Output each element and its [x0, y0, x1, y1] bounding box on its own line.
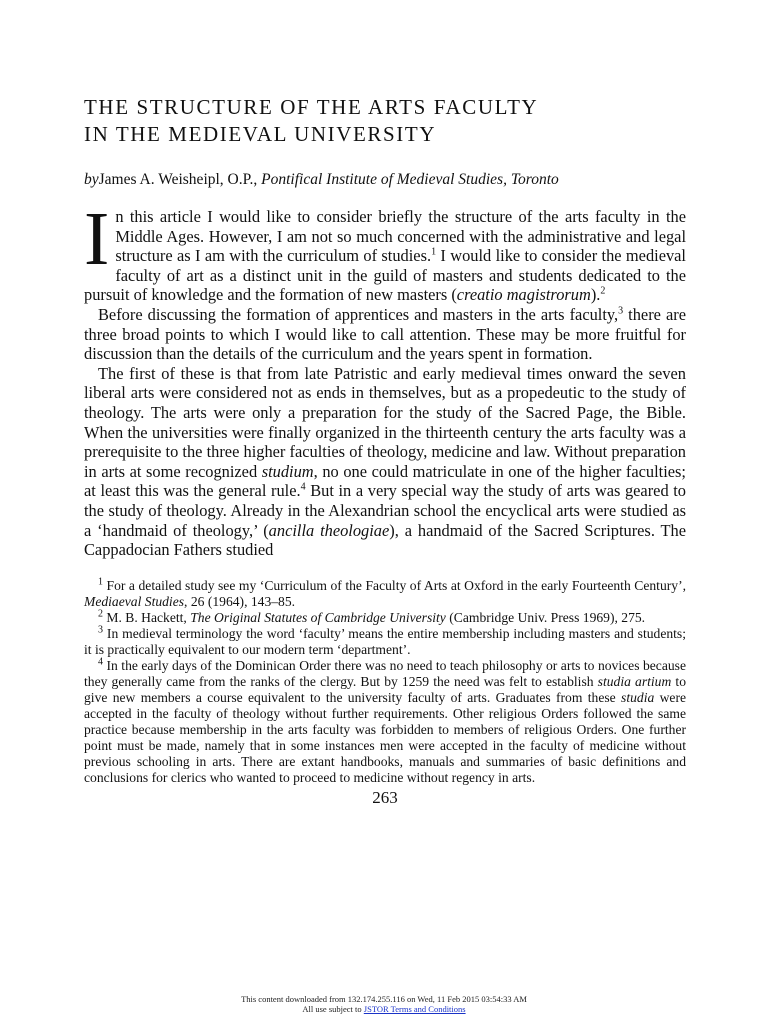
p2-text-a: Before discussing the formation of apprentices and masters in the arts faculty, — [98, 304, 619, 324]
footnote-4 — [84, 658, 686, 786]
p3-italic-1: studium — [261, 461, 314, 481]
p3-text-b: , no one could matriculate in one of the higher faculties; at least this was the general rule. — [84, 461, 686, 501]
footnote-3 — [84, 626, 686, 658]
footnote-ref-2[interactable]: 2 — [600, 285, 606, 297]
p3-text-a: The first of these is that from late Patristic and early medieval times onward the seven liberal arts were considered not as ends in themselves, but as a propedeutic to the study of theology. The arts were only a preparation for the study of the Sacred Page, the Bible. When the universities were finally organized in the thirteenth century the arts faculty was a prerequisite to the three higher faculties of theology, medicine and law. Without preparation in arts at some recognized — [84, 363, 686, 481]
byline — [84, 170, 686, 190]
p2-text-b: there are three broad points to which I would like to call attention. These may be more fruitful for discussion than the details of the curriculum and the years spent in formation. — [84, 304, 686, 364]
footnote-2-number: 2 — [98, 608, 103, 620]
byline-affiliation: Pontifical Institute of Medieval Studies, Toronto — [261, 171, 559, 188]
footnote-3-text: In medieval terminology the word ‘faculty’ means the entire membership including masters and students; it is practically equivalent to our modern term ‘department’. — [84, 625, 686, 657]
article-body — [84, 197, 687, 560]
article-page — [84, 94, 686, 808]
p3-text-c: But in a very special way the study of arts was geared to the study of theology. Already in the Alexandrian school the encyclical arts were studied as a ‘handmaid of theology,’ ( — [84, 481, 687, 540]
footnote-2-text-b: (Cambridge Univ. Press 1969), 275. — [445, 609, 646, 625]
footnotes — [84, 578, 686, 786]
footnote-2-italic: The Original Statutes of Cambridge University — [190, 609, 446, 625]
footnote-1-number: 1 — [98, 576, 103, 588]
p3-italic-2: ancilla theologiae — [268, 520, 390, 540]
footnote-4-italic-1: studia artium — [597, 673, 672, 689]
byline-author: James A. Weisheipl, O.P., — [98, 171, 262, 188]
footnote-4-text-c: were accepted in the faculty of theology without further requirements. Other religious Orders followed the same practice because membership in the arts faculty was forbidden to members of religious Orders. One further point must be made, namely that in some instances men were accepted in the faculty of medicine without previous schooling in arts. There are extant handbooks, manuals and summaries of basic definitions and conclusions for clerics who wanted to proceed to medicine without regency in arts. — [84, 689, 687, 785]
paragraph-2 — [84, 305, 686, 364]
download-footer — [0, 994, 768, 1014]
footer-terms-line — [0, 1004, 768, 1014]
footnote-4-italic-2: studia — [621, 689, 655, 705]
p1-text-b: I would like to consider the medieval faculty of art as a distinct unit in the guild of masters and students dedicated to the pursuit of knowledge and the formation of new masters ( — [84, 246, 686, 305]
footer-download-line: This content downloaded from 132.174.255.116 on Wed, 11 Feb 2015 03:54:33 AM — [241, 994, 527, 1004]
footnote-1-italic: Mediaeval Studies — [84, 593, 185, 609]
footnote-1-text-b: , 26 (1964), 143–85. — [184, 593, 296, 609]
byline-by: by — [84, 171, 99, 188]
footnote-4-text-b: to give new members a course equivalent to the university faculty of arts. Graduates from these — [84, 673, 686, 705]
footnote-3-number: 3 — [98, 624, 103, 636]
title-line-1: THE STRUCTURE OF THE ARTS FACULTY — [84, 95, 539, 119]
footnote-2 — [84, 610, 686, 626]
paragraph-1 — [84, 197, 686, 305]
p1-text-c: ). — [590, 285, 601, 305]
drop-cap: I — [84, 197, 110, 281]
footer-terms-prefix: All use subject to — [302, 1004, 364, 1014]
footnote-1-text-a: For a detailed study see my ‘Curriculum of the Faculty of Arts at Oxford in the early Fourteenth Century’, — [103, 577, 686, 593]
page-number: 263 — [372, 787, 398, 807]
jstor-terms-link[interactable]: JSTOR Terms and Conditions — [363, 1004, 466, 1014]
footnote-2-text-a: M. B. Hackett, — [103, 609, 191, 625]
footnote-1 — [84, 578, 686, 610]
title-line-2: IN THE MEDIEVAL UNIVERSITY — [84, 122, 437, 146]
p1-italic: creatio magistrorum — [456, 285, 591, 305]
footnote-4-text-a: In the early days of the Dominican Order there was no need to teach philosophy or arts to novices because they generally came from the ranks of the clergy. But by 1259 the need was felt to establish — [84, 657, 686, 689]
p3-text-d: ), a handmaid of the Sacred Scriptures. The Cappadocian Fathers studied — [84, 520, 686, 560]
footnote-ref-1[interactable]: 1 — [431, 246, 437, 258]
footnote-ref-3[interactable]: 3 — [618, 305, 624, 317]
footnote-ref-4[interactable]: 4 — [300, 481, 306, 493]
article-title — [84, 94, 686, 148]
footnote-4-number: 4 — [98, 656, 103, 668]
p1-text-a: n this article I would like to consider briefly the structure of the arts faculty in the Middle Ages. However, I am not so much concerned with the administrative and legal structure as I am with the curriculum of studies. — [115, 207, 686, 266]
paragraph-3 — [84, 364, 686, 560]
